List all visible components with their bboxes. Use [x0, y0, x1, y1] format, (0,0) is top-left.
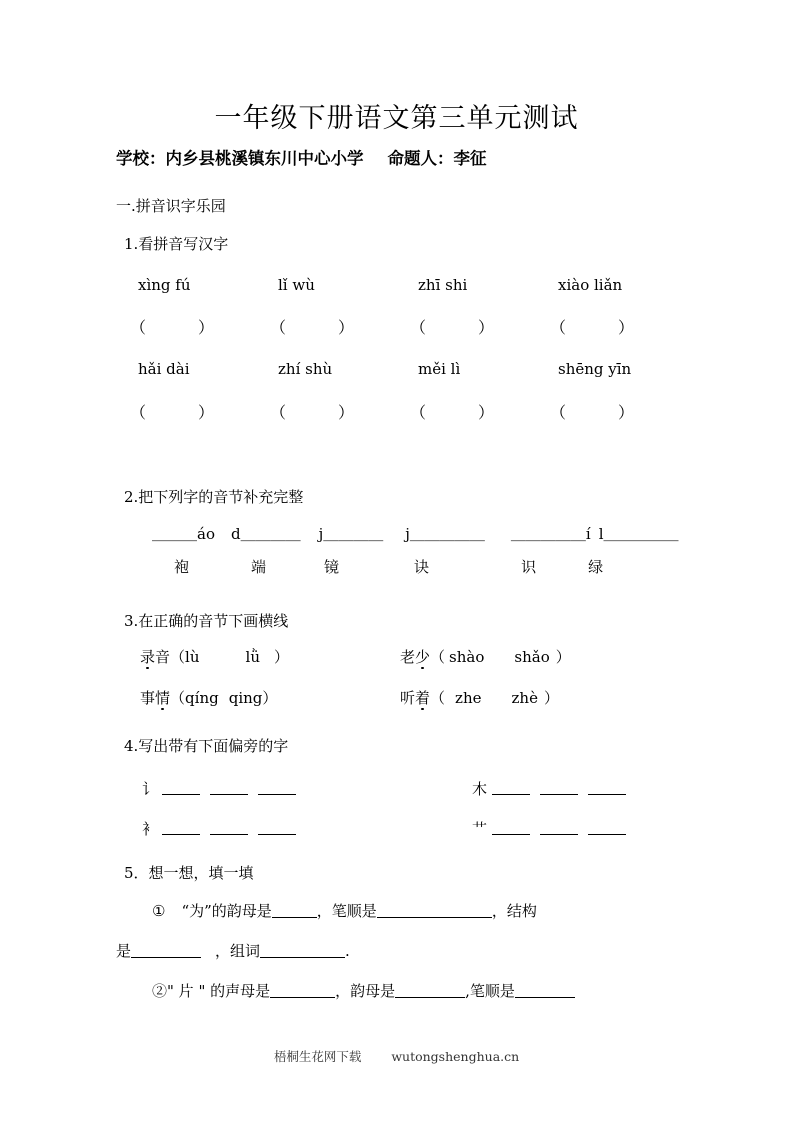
bracket-close: ）	[478, 318, 495, 337]
bracket-close: ）	[618, 318, 635, 337]
answer-bracket-row-2	[130, 400, 690, 423]
question-text: ，组词	[215, 942, 261, 960]
subsection-heading-1-4: 4.写出带有下面偏旁的字	[124, 737, 289, 755]
pinyin-cell: lǐ wù	[278, 276, 315, 294]
choice-option[interactable]: shǎo	[514, 648, 550, 666]
choice-word-prefix: 听	[400, 689, 416, 707]
radical-label: 讠	[142, 780, 158, 798]
bracket-close: ）	[543, 689, 559, 707]
bracket-open: （	[130, 318, 147, 337]
page-title: 一年级下册语文第三单元测试	[214, 103, 579, 134]
character: 识	[521, 558, 537, 576]
answer-blank[interactable]	[210, 821, 248, 835]
answer-blank[interactable]	[258, 781, 296, 795]
author-name: 李征	[453, 149, 487, 168]
subsection-heading-1-3: 3.在正确的音节下画横线	[124, 612, 289, 630]
pinyin-row-1	[130, 276, 690, 294]
character: 绿	[588, 558, 604, 576]
answer-bracket[interactable]	[410, 400, 550, 423]
footer-site-url: wutongshenghua.cn	[391, 1049, 520, 1064]
subsection-heading-1-2: 2.把下列字的音节补充完整	[124, 488, 304, 506]
pinyin-cell: shēng yīn	[558, 360, 632, 378]
bracket-close: ）	[262, 689, 278, 707]
question-text: " 片 " 的声母是	[167, 982, 271, 1000]
bracket-open: （	[170, 648, 186, 666]
answer-bracket[interactable]	[550, 315, 690, 338]
dotted-char: 着	[415, 689, 431, 707]
syllable-blank[interactable]: ＿＿＿áo	[152, 525, 215, 543]
answer-bracket[interactable]	[270, 315, 410, 338]
answer-blank[interactable]	[258, 821, 296, 835]
answer-bracket[interactable]	[550, 400, 690, 423]
choice-word-prefix: 事	[140, 689, 156, 707]
bracket-close: ）	[198, 318, 215, 337]
bracket-close: ）	[338, 318, 355, 337]
bracket-open: （	[170, 689, 186, 707]
bracket-open: （	[410, 318, 427, 337]
radical-row-2[interactable]	[472, 778, 631, 799]
choice-option[interactable]: zhe	[455, 689, 482, 707]
character: 端	[251, 558, 267, 576]
answer-bracket[interactable]	[130, 315, 270, 338]
pinyin-row-2	[130, 360, 690, 378]
answer-blank[interactable]	[272, 903, 317, 918]
question-text: 是	[116, 942, 132, 960]
character-row	[152, 556, 603, 577]
question-text: ,笔顺是	[465, 982, 515, 1000]
syllable-blank[interactable]: ＿＿＿＿＿í	[510, 525, 591, 543]
answer-blank[interactable]	[492, 821, 530, 835]
bracket-close: ）	[618, 403, 635, 422]
bracket-close: ）	[338, 403, 355, 422]
pinyin-cell: xìng fú	[138, 276, 191, 294]
syllable-blank[interactable]: l＿＿＿＿＿	[598, 525, 679, 543]
question-1-line-1[interactable]	[152, 900, 537, 921]
pinyin-cell: měi lì	[418, 360, 461, 378]
radical-label: 木	[472, 780, 488, 798]
page-footer	[0, 1047, 793, 1065]
bracket-open: （	[270, 318, 287, 337]
answer-blank[interactable]	[131, 943, 201, 958]
choice-item-1[interactable]	[140, 646, 289, 667]
answer-bracket[interactable]	[410, 315, 550, 338]
answer-blank[interactable]	[588, 821, 626, 835]
bracket-close: ）	[273, 648, 289, 666]
answer-blank[interactable]	[260, 943, 345, 958]
question-marker: ②	[152, 982, 168, 1000]
radical-row-3[interactable]	[142, 818, 301, 839]
question-text: .	[345, 942, 350, 960]
school-name: 内乡县桃溪镇东川中心小学	[165, 149, 364, 168]
choice-option[interactable]: lǜ	[245, 648, 260, 666]
bracket-open: （	[430, 689, 446, 707]
dotted-char: 情	[155, 689, 171, 707]
school-label: 学校：	[116, 149, 166, 168]
radical-row-1[interactable]	[142, 778, 301, 799]
answer-blank[interactable]	[540, 821, 578, 835]
answer-blank[interactable]	[162, 781, 200, 795]
syllable-blank[interactable]: d＿＿＿＿	[230, 525, 301, 543]
bracket-close: ）	[478, 403, 495, 422]
question-text: ，结构	[491, 902, 537, 920]
question-text: ，笔顺是	[316, 902, 377, 920]
pinyin-cell: hǎi dài	[138, 360, 190, 378]
question-text: ，韵母是	[335, 982, 396, 1000]
character: 诀	[414, 558, 430, 576]
answer-blank[interactable]	[162, 821, 200, 835]
pinyin-cell: zhí shù	[278, 360, 333, 378]
choice-option[interactable]: zhè	[511, 689, 538, 707]
radical-label: 艹	[472, 820, 488, 838]
answer-blank[interactable]	[395, 983, 465, 998]
bracket-open: （	[130, 403, 147, 422]
choice-option[interactable]: shào	[449, 648, 485, 666]
section-heading-1: 一.拼音识字乐园	[116, 197, 226, 215]
radical-label: 衤	[142, 820, 158, 838]
dotted-char: 录	[140, 648, 156, 666]
pinyin-cell: zhī shi	[418, 276, 468, 294]
bracket-open: （	[430, 648, 446, 666]
dotted-char: 少	[415, 648, 431, 666]
choice-item-4[interactable]	[400, 687, 559, 708]
footer-site-name: 梧桐生花网下载	[273, 1049, 362, 1064]
bracket-open: （	[270, 403, 287, 422]
choice-word: 音	[155, 648, 171, 666]
choice-item-3[interactable]	[140, 687, 277, 708]
choice-option[interactable]: qíng	[185, 689, 219, 707]
character: 袍	[174, 558, 190, 576]
answer-blank[interactable]	[515, 983, 575, 998]
syllable-blank[interactable]: j＿＿＿＿＿	[405, 525, 485, 543]
answer-blank[interactable]	[210, 781, 248, 795]
subsection-heading-1-1: 1.看拼音写汉字	[124, 235, 229, 253]
bracket-close: ）	[198, 403, 215, 422]
choice-item-2[interactable]	[400, 646, 571, 667]
choice-word-prefix: 老	[400, 648, 416, 666]
choice-option[interactable]: qing	[228, 689, 263, 707]
bracket-open: （	[550, 403, 567, 422]
question-text: “为”的韵母是	[181, 902, 272, 920]
bracket-open: （	[410, 403, 427, 422]
syllable-blank-row[interactable]	[152, 523, 679, 544]
answer-blank[interactable]	[377, 903, 492, 918]
question-2-line-1[interactable]	[152, 980, 575, 1001]
answer-blank[interactable]	[270, 983, 335, 998]
bracket-open: （	[550, 318, 567, 337]
character: 镜	[324, 558, 340, 576]
school-info-line	[116, 145, 487, 169]
answer-blank[interactable]	[540, 781, 578, 795]
pinyin-cell: xiào liǎn	[558, 276, 623, 294]
author-label: 命题人：	[387, 149, 454, 168]
bracket-close: ）	[555, 648, 571, 666]
syllable-blank[interactable]: j＿＿＿＿	[318, 525, 384, 543]
question-marker: ①	[152, 902, 166, 920]
choice-option[interactable]: lù	[185, 648, 200, 666]
subsection-heading-1-5: 5．想一想，填一填	[124, 864, 254, 882]
answer-blank[interactable]	[588, 781, 626, 795]
question-1-line-2[interactable]	[116, 940, 350, 961]
answer-blank[interactable]	[492, 781, 530, 795]
answer-bracket-row-1	[130, 315, 690, 338]
answer-bracket[interactable]	[270, 400, 410, 423]
radical-row-4[interactable]	[472, 818, 631, 839]
answer-bracket[interactable]	[130, 400, 270, 423]
